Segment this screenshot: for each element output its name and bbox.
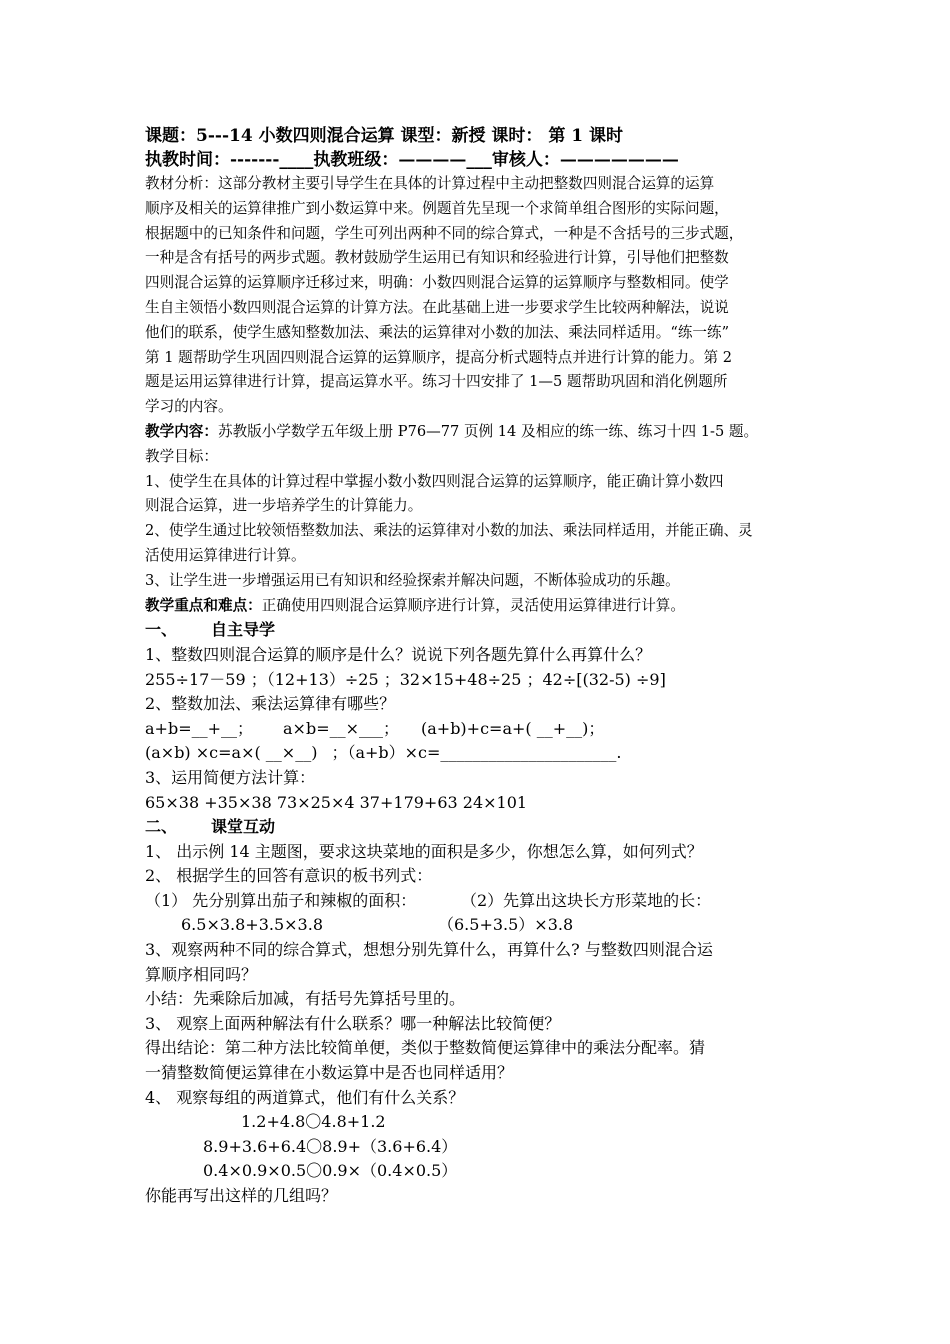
law-multiplication-associative: (a×b) ×c=a×( __×__) <box>145 743 318 763</box>
goal-line: 则混合运算，进一步培养学生的计算能力。 <box>145 497 423 515</box>
analysis-line: 第 1 题帮助学生巩固四则混合运算的运算顺序，提高分析式题特点并进行计算的能力。第 2 <box>145 348 733 366</box>
goal-line: 1、使学生在具体的计算过程中掌握小数小数四则混合运算的运算顺序，能正确计算小数四 <box>145 472 724 490</box>
analysis-line: 题是运用运算律进行计算，提高运算水平。练习十四安排了 1—5 题帮助巩固和消化例题所 <box>145 373 728 391</box>
comparison-line: 1.2+4.8〇4.8+1.2 <box>241 1112 386 1132</box>
step-line: 3、观察两种不同的综合算式，想想分别先算什么，再算什么? 与整数四则混合运 <box>145 940 713 960</box>
teaching-content-label: 教学内容： <box>145 422 218 440</box>
section-class-interaction <box>145 815 825 1209</box>
section-number: 一、 <box>145 620 178 640</box>
teaching-content <box>145 420 825 445</box>
closing-question: 你能再写出这样的几组吗？ <box>145 1186 338 1205</box>
teaching-content-text: 苏教版小学数学五年级上册 P76—77 页例 14 及相应的练一练、练习十四 1-5 题。 <box>217 422 759 440</box>
goal-line: 活使用运算律进行计算。 <box>145 546 306 564</box>
law-line <box>145 741 825 766</box>
analysis-line: 教材分析：这部分教材主要引导学生在具体的计算过程中主动把整数四则混合运算的运算 <box>145 175 715 192</box>
section-title: 自主导学 <box>211 620 276 640</box>
analysis-line: 四则混合运算的运算顺序迁移过来，明确：小数四则混合运算的运算顺序与整数相同。使学 <box>145 274 729 292</box>
expression-line: 255÷17－59 ；（12+13）÷25 ；32×15+48÷25 ；42÷[(32-5) ÷9] <box>145 669 666 689</box>
comparison-line: 8.9+3.6+6.4〇8.9+（3.6+6.4） <box>203 1136 458 1156</box>
law-addition-commutative: a+b=__+__； <box>145 718 254 738</box>
law-multiplication-commutative: a×b=__×___； <box>283 718 400 738</box>
law-line <box>145 717 825 742</box>
analysis-line: 生自主领悟小数四则混合运算的计算方法。在此基础上进一步要求学生比较两种解法，说说 <box>145 298 729 316</box>
law-distributive: ；（a+b）×c=______________________. <box>331 743 622 763</box>
question-line: 3、运用简便方法计算： <box>145 767 316 787</box>
method-line <box>145 889 825 914</box>
section-number: 二、 <box>145 817 178 837</box>
key-points <box>145 594 825 619</box>
method-two: （2）先算出这块长方形菜地的长： <box>461 890 712 910</box>
question-line: 1、整数四则混合运算的顺序是什么？说说下列各题先算什么再算什么？ <box>145 644 652 664</box>
step-line: 4、 观察每组的两道算式，他们有什么关系？ <box>145 1087 465 1107</box>
key-points-text: 正确使用四则混合运算顺序进行计算，灵活使用运算律进行计算。 <box>261 596 685 614</box>
analysis-line: 学习的内容。 <box>145 398 233 416</box>
lesson-title-line: 课题：5---14 小数四则混合运算 课型：新授 课时： 第 1 课时 <box>145 126 623 146</box>
goals-title: 教学目标： <box>145 447 218 465</box>
step-line: 3、 观察上面两种解法有什么联系？哪一种解法比较简便？ <box>145 1013 561 1033</box>
analysis-line: 一种是含有括号的两步式题。教材鼓励学生运用已有知识和经验进行计算，引导他们把整数 <box>145 249 729 267</box>
question-line: 2、整数加法、乘法运算律有哪些？ <box>145 694 396 714</box>
goal-line: 3、让学生进一步增强运用已有知识和经验探索并解决问题，不断体验成功的乐趣。 <box>145 571 680 589</box>
comparison-line: 0.4×0.9×0.5〇0.9×（0.4×0.5） <box>203 1161 458 1181</box>
section-title: 课堂互动 <box>211 817 276 837</box>
analysis-block <box>145 172 825 420</box>
method-expressions <box>145 913 825 938</box>
step-line: 1、 出示例 14 主题图，要求这块菜地的面积是多少，你想怎么算，如何列式？ <box>145 841 703 861</box>
analysis-line: 顺序及相关的运算律推广到小数运算中来。例题首先呈现一个求简单组合图形的实际问题， <box>145 199 729 217</box>
step-line: 算顺序相同吗？ <box>145 964 258 984</box>
conclusion-line: 得出结论：第二种方法比较简单便，类似于整数简便运算律中的乘法分配率。猜 <box>145 1038 706 1058</box>
section-self-study <box>145 618 825 815</box>
law-addition-associative: (a+b)+c=a+( __+__)； <box>421 718 605 738</box>
lesson-plan <box>145 124 825 1209</box>
key-points-label: 教学重点和难点： <box>145 596 262 614</box>
step-line: 2、 根据学生的回答有意识的板书列式： <box>145 866 433 886</box>
analysis-line: 他们的联系，使学生感知整数加法、乘法的运算律对小数的加法、乘法同样适用。“练一练” <box>145 323 730 341</box>
method-one: （1） 先分别算出茄子和辣椒的面积： <box>145 890 417 910</box>
goals-block <box>145 445 825 594</box>
section-heading <box>145 618 825 643</box>
summary-line: 小结：先乘除后加减，有括号先算括号里的。 <box>145 989 466 1009</box>
conclusion-line: 一猜整数简便运算律在小数运算中是否也同样适用？ <box>145 1063 514 1083</box>
method-one-expression: 6.5×3.8+3.5×3.8 <box>181 915 323 935</box>
analysis-line: 根据题中的已知条件和问题，学生可列出两种不同的综合算式，一种是不含括号的三步式题， <box>145 224 744 242</box>
lesson-meta-line: 执教时间：-------____执教班级：————___审核人：——————— <box>145 150 679 170</box>
expression-line: 65×38 +35×38 73×25×4 37+179+63 24×101 <box>145 792 528 812</box>
section-heading <box>145 815 825 840</box>
goal-line: 2、使学生通过比较领悟整数加法、乘法的运算律对小数的加法、乘法同样适用，并能正确、灵 <box>145 522 753 540</box>
method-two-expression: （6.5+3.5）×3.8 <box>438 915 574 935</box>
